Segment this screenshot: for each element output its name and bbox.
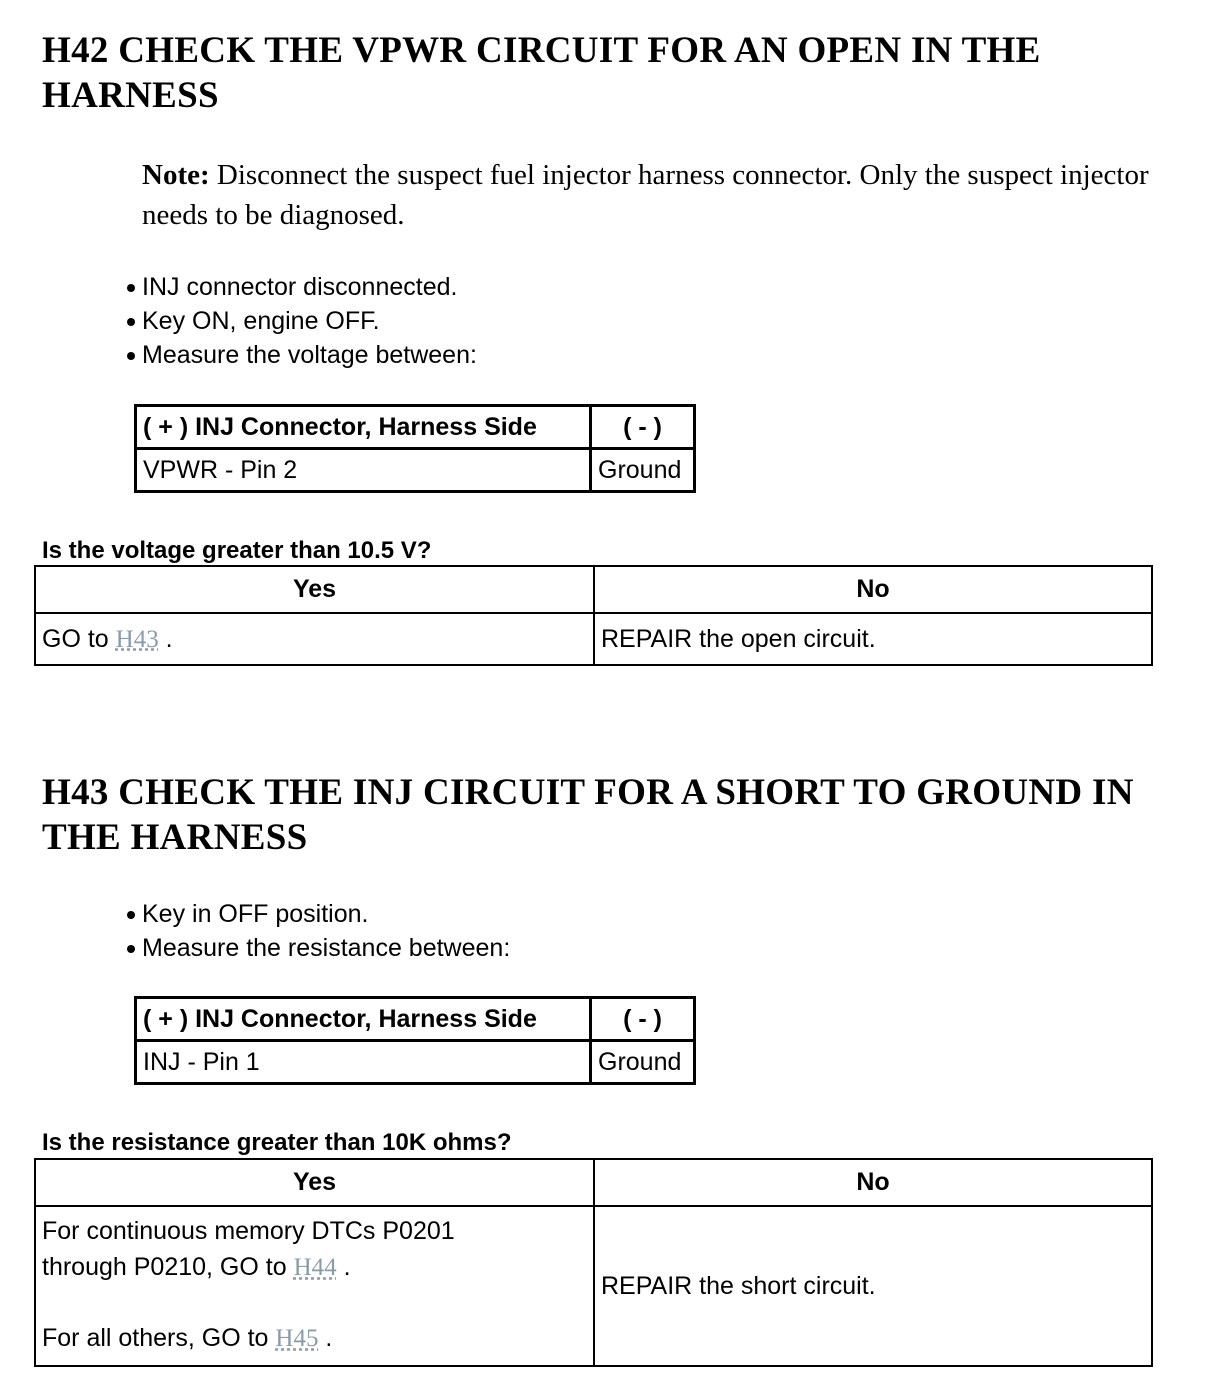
table-row bbox=[35, 613, 1152, 665]
list-item: Key in OFF position. bbox=[125, 897, 510, 931]
pin-header-negative: ( - ) bbox=[591, 998, 695, 1041]
h43-pin-table bbox=[134, 996, 696, 1085]
yes-header: Yes bbox=[35, 566, 594, 613]
yes-line-2 bbox=[42, 1320, 587, 1357]
yes-line-1-text: For continuous memory DTCs P0201 through P0210, GO to bbox=[42, 1217, 455, 1281]
h42-question: Is the voltage greater than 10.5 V? bbox=[42, 537, 432, 564]
list-item: INJ connector disconnected. bbox=[125, 270, 477, 304]
list-item: Measure the resistance between: bbox=[125, 931, 510, 965]
h42-pin-table bbox=[134, 404, 696, 493]
section-h42-title: H42 CHECK THE VPWR CIRCUIT FOR AN OPEN IN THE HARNESS bbox=[42, 30, 1041, 116]
pin-cell-negative: Ground bbox=[591, 1041, 695, 1084]
pin-cell-positive: INJ - Pin 1 bbox=[136, 1041, 591, 1084]
pin-header-negative: ( - ) bbox=[591, 406, 695, 449]
table-row bbox=[136, 1041, 695, 1084]
yes-line-2-text: For all others, GO to bbox=[42, 1324, 276, 1352]
pin-header-positive: ( + ) INJ Connector, Harness Side bbox=[136, 998, 591, 1041]
pin-cell-positive: VPWR - Pin 2 bbox=[136, 449, 591, 492]
pin-header-positive: ( + ) INJ Connector, Harness Side bbox=[136, 406, 591, 449]
note-paragraph bbox=[142, 155, 1202, 235]
no-header: No bbox=[594, 1159, 1152, 1206]
yes-text-prefix: GO to bbox=[42, 624, 116, 653]
h42-answer-table bbox=[34, 565, 1153, 666]
no-cell: REPAIR the open circuit. bbox=[594, 613, 1152, 665]
yes-header: Yes bbox=[35, 1159, 594, 1206]
yes-cell bbox=[35, 1206, 594, 1366]
goto-h43-link[interactable]: H43 bbox=[115, 625, 159, 653]
note-label: Note: bbox=[142, 159, 210, 191]
h43-steps-list bbox=[125, 897, 510, 965]
no-cell: REPAIR the short circuit. bbox=[594, 1206, 1152, 1366]
yes-text-suffix: . bbox=[158, 624, 173, 653]
yes-line-1 bbox=[42, 1213, 522, 1286]
table-row bbox=[35, 566, 1152, 613]
yes-line-1-suffix: . bbox=[336, 1253, 351, 1281]
h42-steps-list bbox=[125, 270, 477, 372]
h43-answer-table bbox=[34, 1158, 1153, 1367]
yes-line-2-suffix: . bbox=[318, 1324, 333, 1352]
table-row bbox=[136, 998, 695, 1041]
table-row bbox=[136, 449, 695, 492]
yes-cell bbox=[35, 613, 594, 665]
goto-h44-link[interactable]: H44 bbox=[293, 1254, 337, 1281]
note-text: Disconnect the suspect fuel injector harness connector. Only the suspect injector needs to be diagnosed. bbox=[142, 159, 1149, 231]
table-row bbox=[136, 406, 695, 449]
no-header: No bbox=[594, 566, 1152, 613]
table-row bbox=[35, 1159, 1152, 1206]
list-item: Key ON, engine OFF. bbox=[125, 304, 477, 338]
list-item: Measure the voltage between: bbox=[125, 338, 477, 372]
section-h43-title: H43 CHECK THE INJ CIRCUIT FOR A SHORT TO GROUND IN THE HARNESS bbox=[42, 772, 1134, 858]
h43-question: Is the resistance greater than 10K ohms? bbox=[42, 1129, 512, 1156]
goto-h45-link[interactable]: H45 bbox=[275, 1325, 319, 1352]
pin-cell-negative: Ground bbox=[591, 449, 695, 492]
table-row bbox=[35, 1206, 1152, 1366]
